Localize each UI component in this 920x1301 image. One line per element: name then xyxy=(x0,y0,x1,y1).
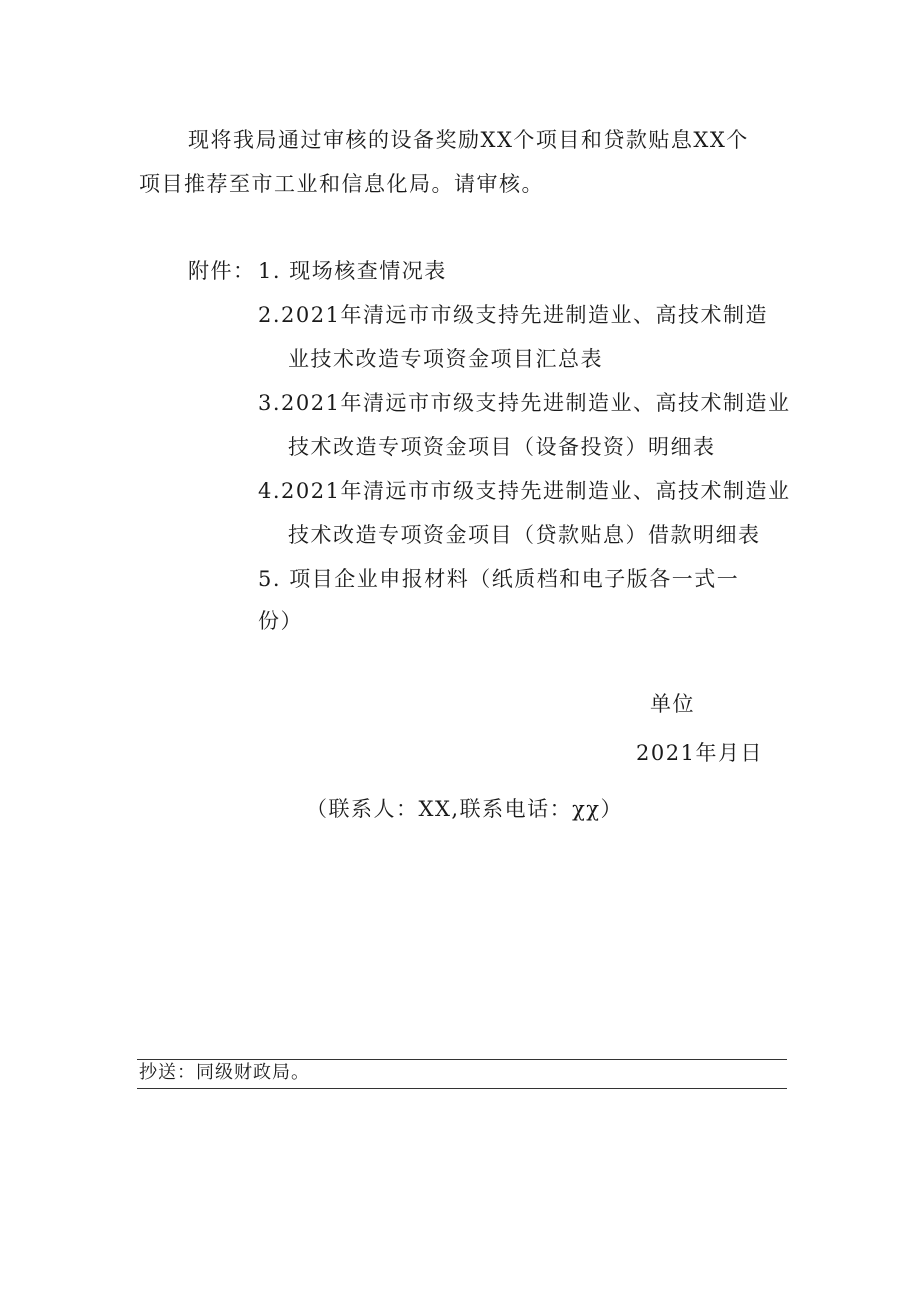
attachment-item-3-line-1: 3.2021年清远市市级支持先进制造业、高技术制造业 xyxy=(258,391,791,415)
contact-info: （联系人：XX,联系电话：χχ） xyxy=(306,797,624,821)
attachment-item-1: 1. 现场核查情况表 xyxy=(258,259,447,283)
signature-date: 2021年月日 xyxy=(636,741,763,765)
attachment-item-2-line-1: 2.2021年清远市市级支持先进制造业、高技术制造 xyxy=(258,303,768,327)
attachment-item-4-line-1: 4.2021年清远市市级支持先进制造业、高技术制造业 xyxy=(258,479,791,503)
attachment-item-4-line-2: 技术改造专项资金项目（贷款贴息）借款明细表 xyxy=(288,523,761,547)
attachment-item-5-line-2: 份） xyxy=(258,609,303,633)
cc-section xyxy=(137,1059,787,1089)
signature-unit: 单位 xyxy=(650,692,695,716)
cc-text: 抄送：同级财政局。 xyxy=(139,1062,310,1083)
attachment-item-3-line-2: 技术改造专项资金项目（设备投资）明细表 xyxy=(288,435,716,459)
attachment-item-5-line-1: 5. 项目企业申报材料（纸质档和电子版各一式一 xyxy=(258,567,740,591)
body-paragraph-line-1: 现将我局通过审核的设备奖励XX个项目和贷款贴息XX个 xyxy=(188,128,749,152)
body-paragraph-line-2: 项目推荐至市工业和信息化局。请审核。 xyxy=(139,172,544,196)
attachment-item-2-line-2: 业技术改造专项资金项目汇总表 xyxy=(288,347,603,371)
attachments-label: 附件： xyxy=(188,259,256,283)
